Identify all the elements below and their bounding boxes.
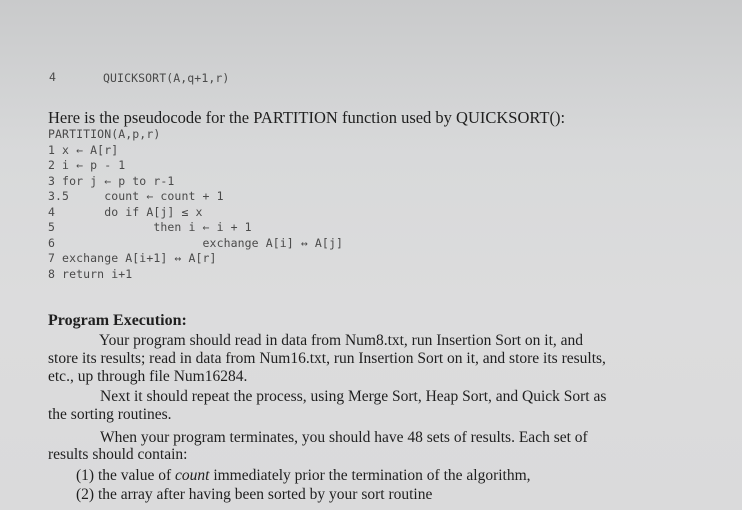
item-prefix: (1) the value of bbox=[76, 467, 175, 484]
pseudocode-line: 3.5 count ← count + 1 bbox=[48, 189, 224, 203]
quicksort-call: QUICKSORT(A,q+1,r) bbox=[103, 71, 230, 85]
paragraph-line: Next it should repeat the process, using Merge Sort, Heap Sort, and Quick Sort as bbox=[100, 388, 607, 405]
pseudocode-line: 4 do if A[j] ≤ x bbox=[48, 204, 203, 219]
item-suffix: immediately prior the termination of the algorithm, bbox=[209, 467, 531, 484]
result-item-2: (2) the array after having been sorted by your sort routine bbox=[76, 486, 433, 503]
paragraph-line: results should contain: bbox=[48, 446, 188, 463]
result-item-1 bbox=[76, 467, 531, 485]
pseudocode-line: 1 x ← A[r] bbox=[48, 142, 119, 157]
pseudocode-line: 5 then i ← i + 1 bbox=[48, 220, 252, 234]
paragraph-line: the sorting routines. bbox=[48, 406, 172, 423]
pseudocode-line: 3 for j ← p to r-1 bbox=[48, 173, 175, 188]
pseudocode-line: PARTITION(A,p,r) bbox=[48, 127, 161, 141]
intro-text: Here is the pseudocode for the PARTITION function used by QUICKSORT(): bbox=[48, 108, 566, 127]
section-heading: Program Execution: bbox=[48, 312, 187, 329]
paragraph-line: store its results; read in data from Num16.txt, run Insertion Sort on it, and store its results, bbox=[48, 350, 606, 367]
step-number: 4 bbox=[49, 70, 57, 84]
pseudocode-line: 6 exchange A[i] ↔ A[j] bbox=[48, 235, 343, 250]
paragraph-line: When your program terminates, you should have 48 sets of results. Each set of bbox=[100, 429, 588, 446]
paragraph-line: etc., up through file Num16284. bbox=[48, 368, 248, 385]
count-emphasis: count bbox=[175, 467, 210, 484]
pseudocode-line: 8 return i+1 bbox=[48, 266, 133, 281]
pseudocode-line: 2 i ← p - 1 bbox=[48, 158, 126, 172]
pseudocode-line: 7 exchange A[i+1] ↔ A[r] bbox=[48, 251, 217, 265]
paragraph-line: Your program should read in data from Num8.txt, run Insertion Sort on it, and bbox=[99, 332, 584, 349]
